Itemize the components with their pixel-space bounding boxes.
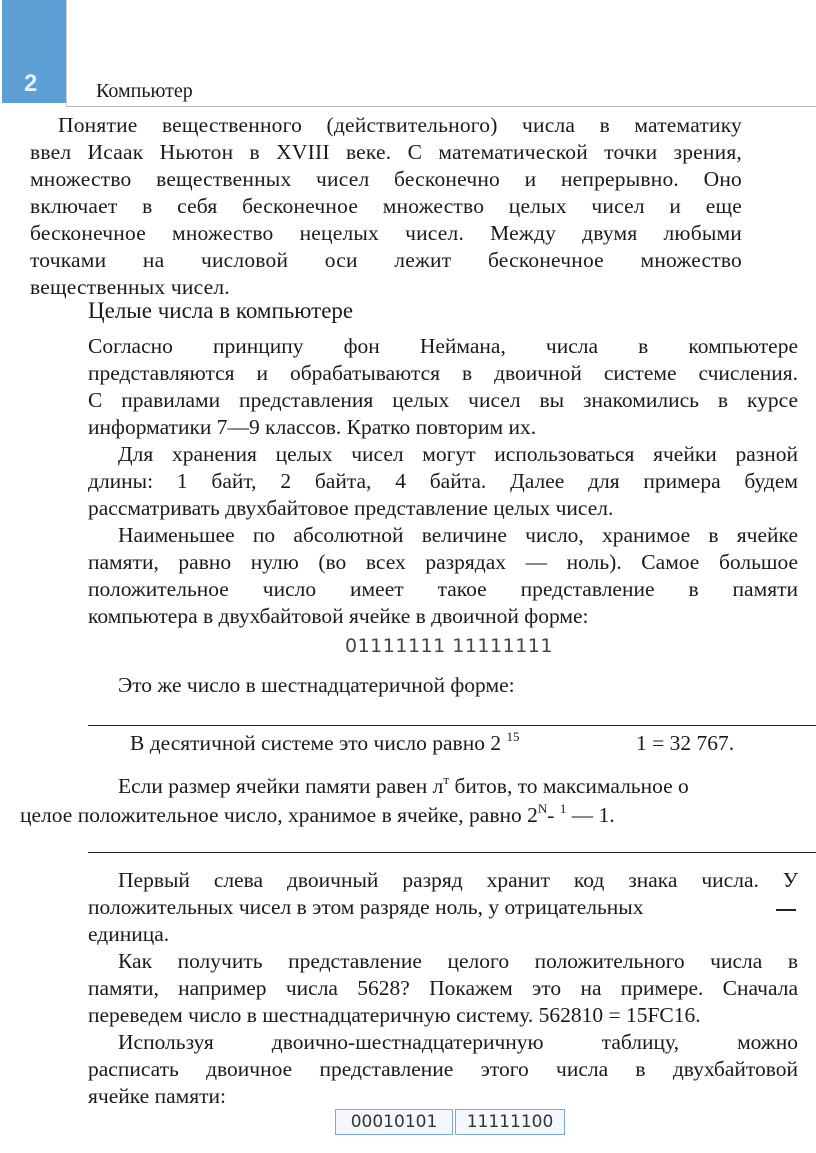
paragraph-line: Используя двоично-шестнадцатеричную таблицу, можно (118, 1030, 798, 1054)
section-heading: Целые числа в компьютере (88, 298, 354, 323)
paragraph-line: компьютера в двухбайтовой ячейке в двоичной форме: (88, 604, 589, 628)
paragraph-line: длины: 1 байт, 2 байта, 4 байта. Далее для примера будем (88, 469, 798, 493)
intro-line: множество вещественных чисел бесконечно и непрерывно. Оно (30, 167, 742, 191)
chapter-badge (2, 0, 66, 103)
paragraph-line: С правилами представления целых чисел вы знакомились в курсе (88, 388, 798, 412)
decimal-exponent: 15 (506, 729, 520, 744)
paragraph-line: Как получить представление целого положительного числа в (118, 949, 798, 973)
paragraph-line: положительное число имеет такое представление в памяти (88, 577, 798, 601)
paragraph-sign-bit (88, 867, 798, 948)
paragraph-line: представляются и обрабатываются в двоичной системе счисления. (88, 361, 798, 385)
paragraph-example (88, 948, 798, 1029)
paragraph-line: Для хранения целых чисел могут использоваться ячейки разной (118, 442, 798, 466)
register-high-byte: 00010101 (335, 1109, 453, 1135)
intro-line: точками на числовой оси лежит бесконечное множество (30, 248, 742, 272)
general-formula-line-2 (20, 802, 615, 831)
formula-superscript: т (443, 772, 450, 787)
paragraph-line: памяти, например числа 5628? Покажем это на примере. Сначала (88, 976, 798, 1000)
paragraph-line: Наименьшее по абсолютной величине число, хранимое в ячейке (118, 523, 798, 547)
paragraph-line: ячейке памяти: (88, 1084, 226, 1108)
running-title: Компьютер (96, 80, 193, 102)
dash-mark (776, 909, 796, 911)
paragraph-line: Первый слева двоичный разряд хранит код знака числа. У (118, 868, 798, 892)
intro-line: включает в себя бесконечное множество целых чисел и еще (30, 194, 742, 218)
paragraph-table (88, 1029, 798, 1110)
formula-superscript: 1 (559, 801, 567, 816)
header-divider-vertical (66, 0, 67, 106)
formula-text: Если размер ячейки памяти равен л (118, 774, 444, 798)
decimal-value-line (130, 730, 519, 759)
paragraph-line: рассматривать двухбайтовое представление целых чисел. (88, 496, 614, 520)
paragraph-max-number (88, 522, 798, 630)
register-low-byte: 11111100 (455, 1109, 565, 1135)
intro-line: ввел Исаак Ньютон в XVIII веке. С математической точки зрения, (30, 140, 742, 164)
paragraph-line: переведем число в шестнадцатеричную систему. 562810 = 15FC16. (88, 1003, 701, 1027)
header-divider (66, 106, 816, 107)
paragraph-line: информатики 7—9 классов. Кратко повторим их. (88, 415, 537, 439)
paragraph-line: расписать двоичное представление этого числа в двухбайтовой (88, 1057, 798, 1081)
intro-line: вещественных чисел. (30, 275, 230, 299)
intro-paragraph (30, 112, 742, 301)
intro-line: бесконечное множество нецелых чисел. Между двумя любыми (30, 221, 742, 245)
paragraph-line: Согласно принципу фон Неймана, числа в компьютере (88, 334, 798, 358)
formula-text: - (547, 803, 560, 827)
formula-text: целое положительное число, хранимое в ячейке, равно 2 (20, 803, 538, 827)
paragraph-line: единица. (88, 922, 170, 946)
rule-line (88, 852, 816, 853)
general-formula-line-1 (118, 773, 798, 802)
decimal-prefix: В десятичной системе это число равно 2 (130, 731, 502, 755)
chapter-number: 2 (24, 70, 38, 97)
formula-text: — 1. (566, 803, 615, 827)
paragraph-cell-sizes (88, 441, 798, 522)
paragraph-von-neumann (88, 333, 798, 441)
paragraph-line: положительных чисел в этом разряде ноль, у отрицательных (88, 895, 644, 919)
decimal-result: 1 = 32 767. (636, 731, 735, 755)
paragraph-line: памяти, равно нулю (во всех разрядах — ноль). Самое большое (88, 550, 798, 574)
hex-form-line: Это же число в шестнадцатеричной форме: (118, 673, 515, 697)
rule-line (88, 725, 816, 726)
intro-line: Понятие вещественного (действительного) числа в математику (58, 113, 742, 137)
formula-text: битов, то максимальное о (449, 774, 689, 798)
binary-max-value: 01111111 11111111 (345, 635, 553, 657)
formula-superscript: N (537, 801, 548, 816)
